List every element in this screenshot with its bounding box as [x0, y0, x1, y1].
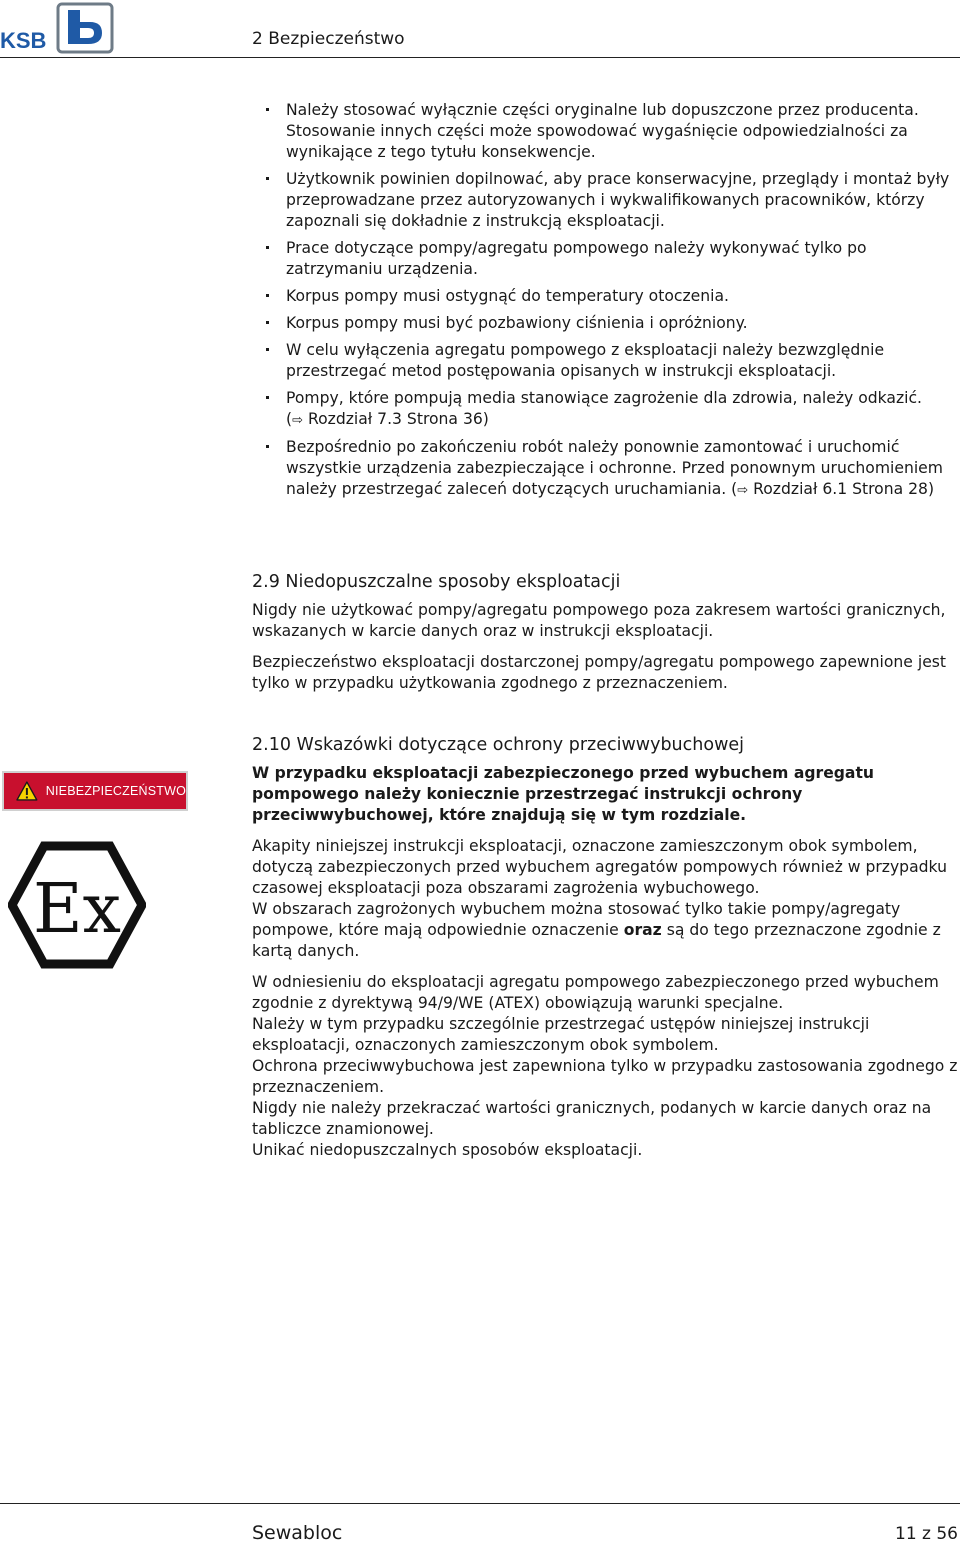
list-item: [262, 437, 958, 501]
paragraph: Nigdy nie użytkować pompy/agregatu pompowego poza zakresem wartości granicznych, wskazanych w karcie danych oraz w instrukcji eksploatacji.: [252, 601, 946, 640]
warning-triangle-icon: [16, 781, 38, 801]
paragraph-text: W obszarach zagrożonych wybuchem można stosować tylko takie pompy/agregaty pompowe, które mają odpowiednie oznaczenie: [252, 900, 901, 939]
arrow-right-icon: ⇨: [292, 413, 303, 428]
ex-symbol-text: Ex: [33, 870, 121, 949]
cross-reference-link[interactable]: [737, 480, 934, 498]
footer-divider: [0, 1503, 960, 1504]
safety-bullet-list: [262, 100, 958, 507]
paragraph: Nigdy nie należy przekraczać wartości granicznych, podanych w karcie danych oraz na tabliczce znamionowej.: [252, 1099, 932, 1138]
ex-explosion-protection-icon: [8, 840, 146, 970]
cross-reference-link[interactable]: [292, 410, 489, 428]
paragraph: Bezpieczeństwo eksploatacji dostarczonej pompy/agregatu pompowego zapewnione jest tylko w przypadku użytkowania zgodnego z przeznaczeniem.: [252, 653, 947, 692]
section-2-10: [252, 733, 958, 1161]
paragraph: Akapity niniejszej instrukcji eksploatacji, oznaczone zamieszczonym obok symbolem, dotyczą zabezpieczonych przed wybuchem agregatów pompowych również w przypadku czasowej eksploatacji poza obszarami zagrożenia wybuchowego.: [252, 837, 947, 897]
cross-reference-text: Rozdział 6.1 Strona 28): [748, 480, 935, 498]
paragraph: Unikać niedopuszczalnych sposobów eksploatacji.: [252, 1141, 643, 1159]
paragraph: [252, 899, 958, 962]
footer-product-name: Sewabloc: [252, 1522, 343, 1544]
list-item-text: Bezpośrednio po zakończeniu robót należy ponownie zamontować i uruchomić wszystkie urządzenia zabezpieczające i ochronne. Przed ponownym uruchomieniem należy przestrzegać zaleceń dotyczących uruchamiania. (: [286, 438, 943, 498]
section-heading: 2.10 Wskazówki dotyczące ochrony przeciwwybuchowej: [252, 735, 745, 755]
emphasis-text: oraz: [623, 921, 662, 939]
paragraph: W odniesieniu do eksploatacji agregatu pompowego zabezpieczonego przed wybuchem zgodnie z dyrektywą 94/9/WE (ATEX) obowiązują warunki specjalne.: [252, 973, 939, 1012]
danger-label-text: NIEBEZPIECZEŃSTWO: [45, 784, 186, 798]
list-item-text: Pompy, które pompują media stanowiące zagrożenie dla zdrowia, należy odkazić. (: [286, 389, 923, 428]
list-item: [262, 388, 958, 431]
danger-warning-label: [2, 771, 188, 811]
ksb-logo-text: KSB: [0, 28, 47, 53]
list-item: W celu wyłączenia agregatu pompowego z eksploatacji należy bezwzględnie przestrzegać metod postępowania opisanych w instrukcji eksploatacji.: [262, 340, 958, 382]
paragraph-text: są do tego przeznaczone zgodnie z kartą danych.: [252, 921, 941, 960]
section-heading: 2.9 Niedopuszczalne sposoby eksploatacji: [252, 572, 621, 592]
list-item: Korpus pompy musi ostygnąć do temperatury otoczenia.: [262, 286, 958, 307]
arrow-right-icon: ⇨: [737, 483, 749, 498]
cross-reference-text: Rozdział 7.3 Strona 36): [303, 410, 489, 428]
page-number: 11 z 56: [895, 1524, 958, 1544]
paragraph: Należy w tym przypadku szczególnie przestrzegać ustępów niniejszej instrukcji eksploatacji, oznaczonych zamieszczonym obok symbolem.: [252, 1015, 870, 1054]
list-item: Korpus pompy musi być pozbawiony ciśnienia i opróżniony.: [262, 313, 958, 334]
ksb-logo: [0, 2, 115, 54]
header-divider: [0, 57, 960, 58]
list-item: Należy stosować wyłącznie części oryginalne lub dopuszczone przez producenta. Stosowanie innych części może spowodować wygaśnięcie odpowiedzialności za wynikające z tego tytułu konsekwencje.: [262, 100, 958, 163]
section-2-9: [252, 570, 958, 704]
section-header-title: 2 Bezpieczeństwo: [252, 29, 405, 49]
list-item: Użytkownik powinien dopilnować, aby prace konserwacyjne, przeglądy i montaż były przeprowadzane przez autoryzowanych i wykwalifikowanych pracowników, którzy zapoznali się dokładnie z instrukcją eksploatacji.: [262, 169, 958, 232]
list-item: Prace dotyczące pompy/agregatu pompowego należy wykonywać tylko po zatrzymaniu urządzenia.: [262, 238, 958, 280]
paragraph: Ochrona przeciwwybuchowa jest zapewniona tylko w przypadku zastosowania zgodnego z przeznaczeniem.: [252, 1057, 958, 1096]
paragraph-bold: W przypadku eksploatacji zabezpieczonego przed wybuchem agregatu pompowego należy koniecznie przestrzegać instrukcji ochrony przeciwwybuchowej, które znajdują się w tym rozdziale.: [252, 764, 875, 824]
